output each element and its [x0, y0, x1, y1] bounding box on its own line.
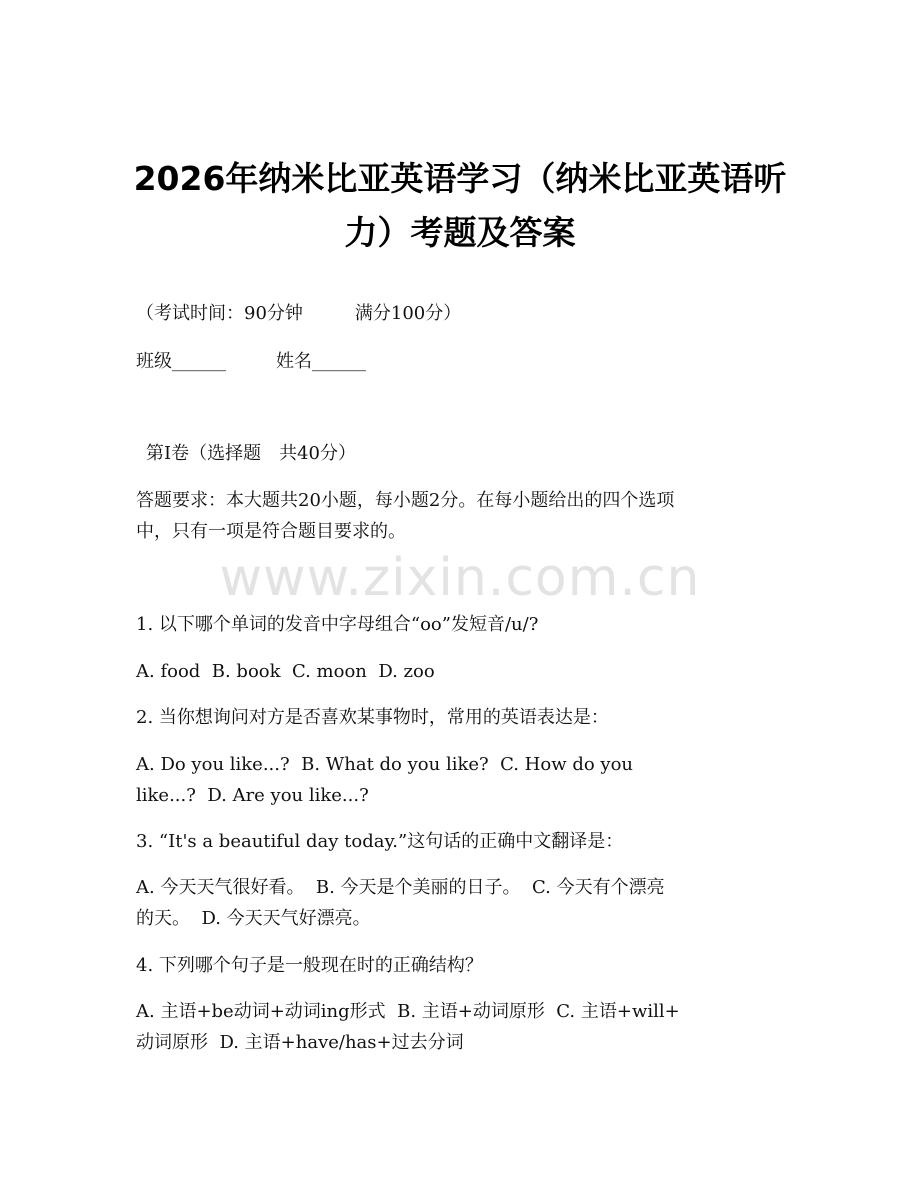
exam-full-score: 满分100分） — [354, 303, 462, 324]
class-field: 班级______ — [136, 351, 226, 372]
watermark: www.zixin.com.cn — [219, 548, 701, 608]
instructions-line-2: 中，只有一项是符合题目要求的。 — [136, 521, 406, 542]
section-header: 第Ⅰ卷（选择题 共40分） — [146, 443, 357, 464]
document-title — [110, 152, 810, 260]
question-3-options-line-2: 的天。 D. 今天天气好漂亮。 — [136, 908, 371, 929]
question-2-options-line-2: like...? D. Are you like...? — [136, 785, 369, 806]
question-3-options-line-1: A. 今天天气很好看。 B. 今天是个美丽的日子。 C. 今天有个漂亮 — [136, 877, 665, 898]
exam-info — [136, 298, 786, 329]
question-4-options-line-2: 动词原形 D. 主语+have/has+过去分词 — [136, 1032, 464, 1053]
student-info — [136, 346, 786, 377]
question-1-stem: 1. 以下哪个单词的发音中字母组合“oo”发短音/u/? — [136, 614, 539, 635]
question-4-stem: 4. 下列哪个句子是一般现在时的正确结构？ — [136, 955, 483, 976]
question-2-options-line-1: A. Do you like...? B. What do you like? C. How do you — [136, 754, 634, 775]
title-line-2: 力）考题及答案 — [344, 213, 576, 252]
question-1-options: A. food B. book C. moon D. zoo — [136, 661, 435, 682]
question-4-options-line-1: A. 主语+be动词+动词ing形式 B. 主语+动词原形 C. 主语+will+ — [136, 1001, 680, 1022]
title-line-1: 2026年纳米比亚英语学习（纳米比亚英语听 — [133, 159, 787, 198]
exam-time: （考试时间：90分钟 — [136, 303, 303, 324]
question-3-stem: 3. “It's a beautiful day today.”这句话的正确中文翻译是： — [136, 831, 624, 852]
name-field: 姓名______ — [276, 351, 366, 372]
question-2-stem: 2. 当你想询问对方是否喜欢某事物时，常用的英语表达是： — [136, 707, 609, 728]
instructions-line-1: 答题要求：本大题共20小题，每小题2分。在每小题给出的四个选项 — [136, 490, 675, 511]
